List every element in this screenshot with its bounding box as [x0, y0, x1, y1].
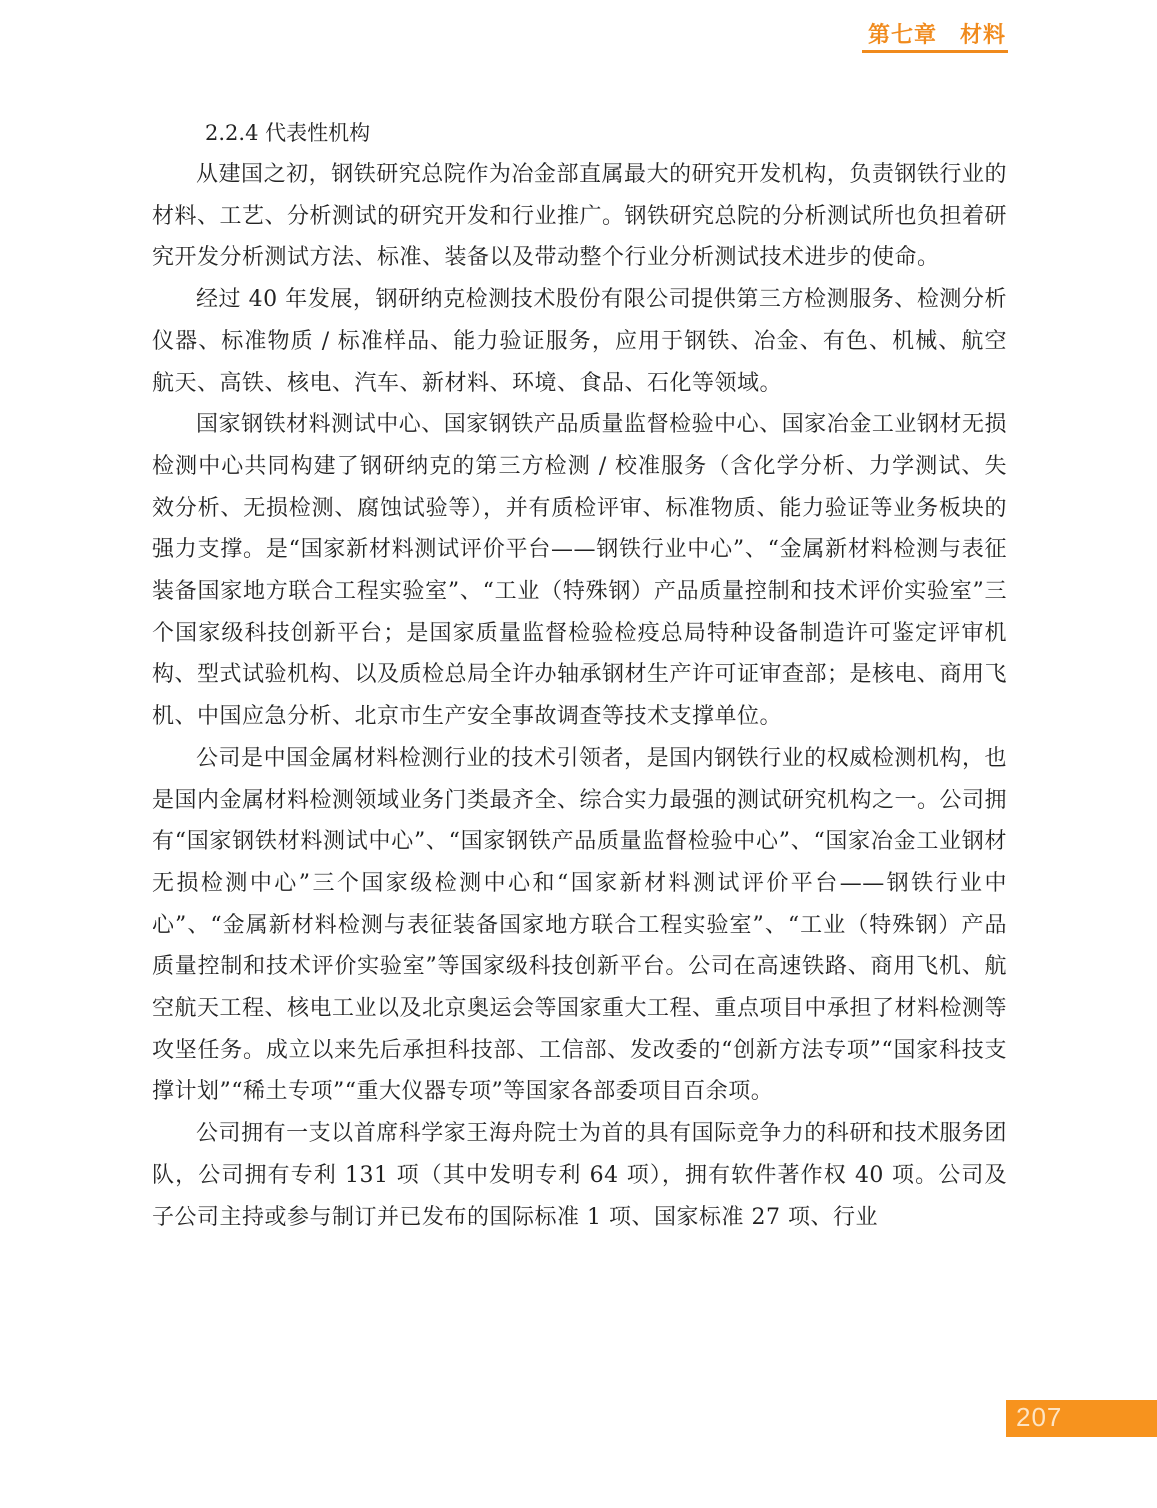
paragraph-development: 经过 40 年发展，钢研纳克检测技术股份有限公司提供第三方检测服务、检测分析仪器、标准物质 / 标准样品、能力验证服务，应用于钢铁、冶金、有色、机械、航空航天、高铁、核电、汽车、新材料、环境、食品、石化等领域。: [152, 287, 1007, 396]
page-number: 207: [1016, 1402, 1063, 1432]
page-number-box: [1006, 1400, 1157, 1437]
chapter-header: [862, 16, 1008, 52]
paragraph-company-leadership: 公司是中国金属材料检测行业的技术引领者，是国内钢铁行业的权威检测机构，也是国内金属材料检测领域业务门类最齐全、综合实力最强的测试研究机构之一。公司拥有“国家钢铁材料测试中心”、“国家钢铁产品质量监督检验中心”、“国家冶金工业钢材无损检测中心”三个国家级检测中心和“国家新材料测试评价平台——钢铁行业中心”、“金属新材料检测与表征装备国家地方联合工程实验室”、“工业（特殊钢）产品质量控制和技术评价实验室”等国家级科技创新平台。公司在高速铁路、商用飞机、航空航天工程、核电工业以及北京奥运会等国家重大工程、重点项目中承担了材料检测等攻坚任务。成立以来先后承担科技部、工信部、发改委的“创新方法专项”“国家科技支撑计划”“稀土专项”“重大仪器专项”等国家各部委项目百余项。: [152, 745, 1008, 1105]
chapter-title: 第七章 材料: [868, 23, 1007, 48]
paragraph-national-centers: 国家钢铁材料测试中心、国家钢铁产品质量监督检验中心、国家冶金工业钢材无损检测中心共同构建了钢研纳克的第三方检测 / 校准服务（含化学分析、力学测试、失效分析、无损检测、腐蚀试验等），并有质检评审、标准物质、能力验证等业务板块的强力支撑。是“国家新材料测试评价平台——钢铁行业中心”、“金属新材料检测与表征装备国家地方联合工程实验室”、“工业（特殊钢）产品质量控制和技术评价实验室”三个国家级科技创新平台；是国家质量监督检验检疫总局特种设备制造许可鉴定评审机构、型式试验机构、以及质检总局全许办轴承钢材生产许可证审查部；是核电、商用飞机、中国应急分析、北京市生产安全事故调查等技术支撑单位。: [152, 412, 1008, 730]
section-heading: 2.2.4 代表性机构: [205, 121, 371, 145]
paragraph-team: 公司拥有一支以首席科学家王海舟院士为首的具有国际竞争力的科研和技术服务团队，公司拥有专利 131 项（其中发明专利 64 项），拥有软件著作权 40 项。公司及子公司主持或参与制订并已发布的国际标准 1 项、国家标准 27 项、行业: [152, 1121, 1007, 1230]
chapter-underline: [862, 50, 1008, 53]
page-content: [152, 112, 1007, 1238]
paragraph-history: 从建国之初，钢铁研究总院作为冶金部直属最大的研究开发机构，负责钢铁行业的材料、工艺、分析测试的研究开发和行业推广。钢铁研究总院的分析测试所也负担着研究开发分析测试方法、标准、装备以及带动整个行业分析测试技术进步的使命。: [152, 162, 1008, 271]
